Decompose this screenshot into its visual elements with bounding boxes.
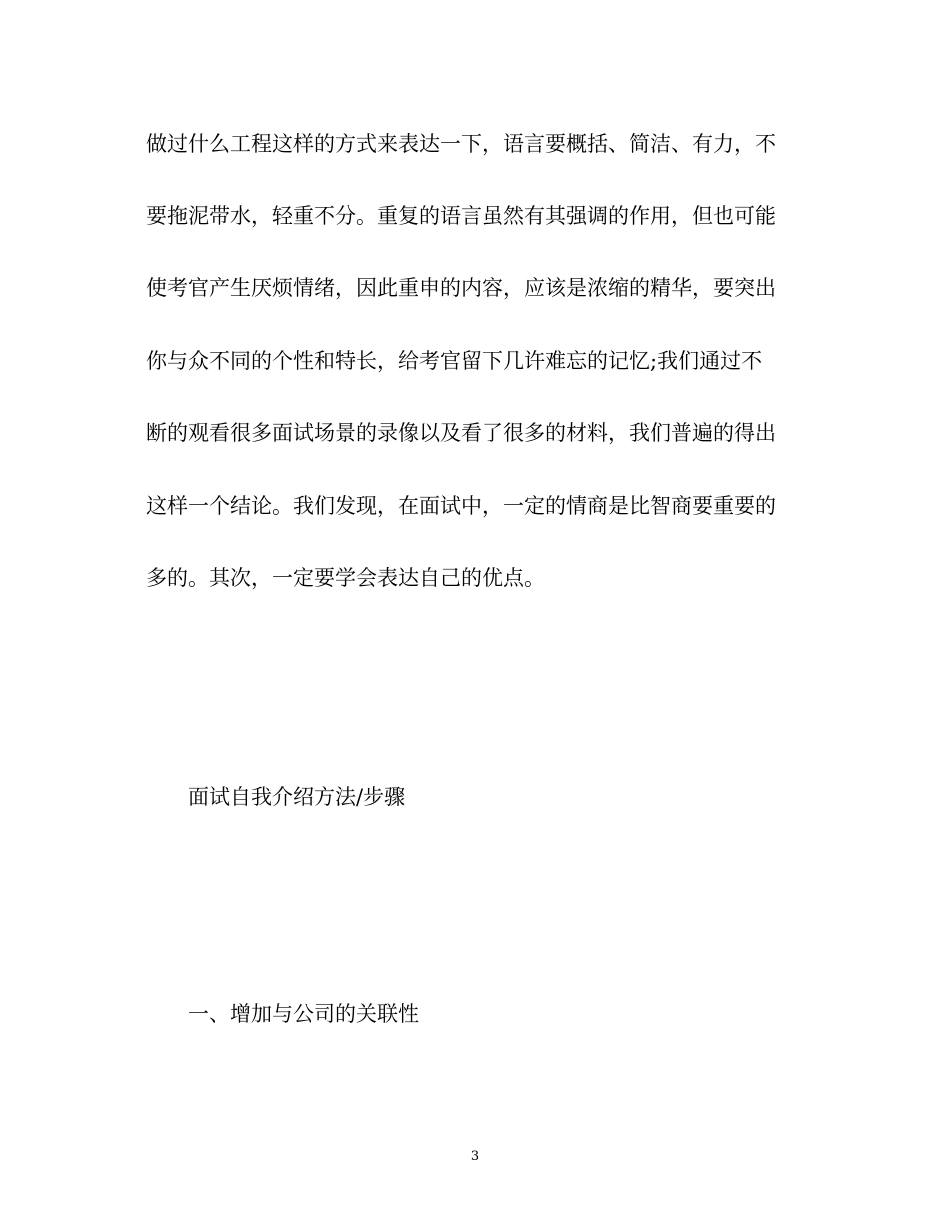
- page-number: 3: [470, 1149, 480, 1164]
- section-heading: 面试自我介绍方法/步骤: [188, 785, 406, 809]
- body-text-line-1: 做过什么工程这样的方式来表达一下，语言要概括、简洁、有力，不: [146, 132, 776, 156]
- subheading: 一、增加与公司的关联性: [188, 1002, 419, 1026]
- body-text-line-5: 断的观看很多面试场景的录像以及看了很多的材料，我们普遍的得出: [146, 421, 776, 445]
- body-text-line-7: 多的。其次，一定要学会表达自己的优点。: [146, 566, 545, 590]
- body-text-line-4: 你与众不同的个性和特长，给考官留下几许难忘的记忆;我们通过不: [146, 349, 763, 373]
- body-text-line-6: 这样一个结论。我们发现，在面试中，一定的情商是比智商要重要的: [146, 494, 776, 518]
- body-text-line-2: 要拖泥带水，轻重不分。重复的语言虽然有其强调的作用，但也可能: [146, 204, 776, 228]
- body-text-line-3: 使考官产生厌烦情绪，因此重申的内容，应该是浓缩的精华，要突出: [146, 276, 776, 300]
